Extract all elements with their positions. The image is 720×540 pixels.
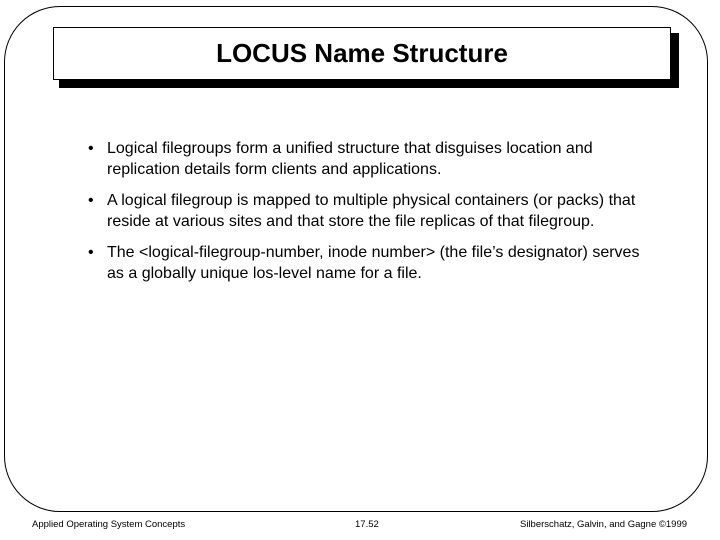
bullet-item-1	[88, 138, 648, 180]
footer-copyright: Silberschatz, Galvin, and Gagne ©1999	[520, 519, 688, 530]
footer-page-number: 17.52	[355, 519, 379, 530]
footer-course: Applied Operating System Concepts	[32, 519, 186, 530]
bullet-dot-icon: •	[88, 192, 94, 209]
bullet-text-2: A logical filegroup is mapped to multiple physical containers (or packs) that reside at various sites and that store the file replicas of that filegroup.	[107, 192, 636, 230]
bullet-dot-icon: •	[88, 244, 94, 261]
bullet-text-1: Logical filegroups form a unified structure that disguises location and replication details form clients and applications.	[107, 140, 593, 178]
bullet-item-2	[88, 190, 648, 232]
bullet-dot-icon: •	[88, 140, 94, 157]
bullet-item-3	[88, 242, 648, 284]
slide-title: LOCUS Name Structure	[216, 38, 508, 68]
title-box	[53, 27, 671, 80]
bullet-list	[88, 138, 648, 294]
bullet-text-3: The <logical-filegroup-number, inode number> (the file’s designator) serves as a globally unique los-level name for a file.	[107, 244, 640, 282]
